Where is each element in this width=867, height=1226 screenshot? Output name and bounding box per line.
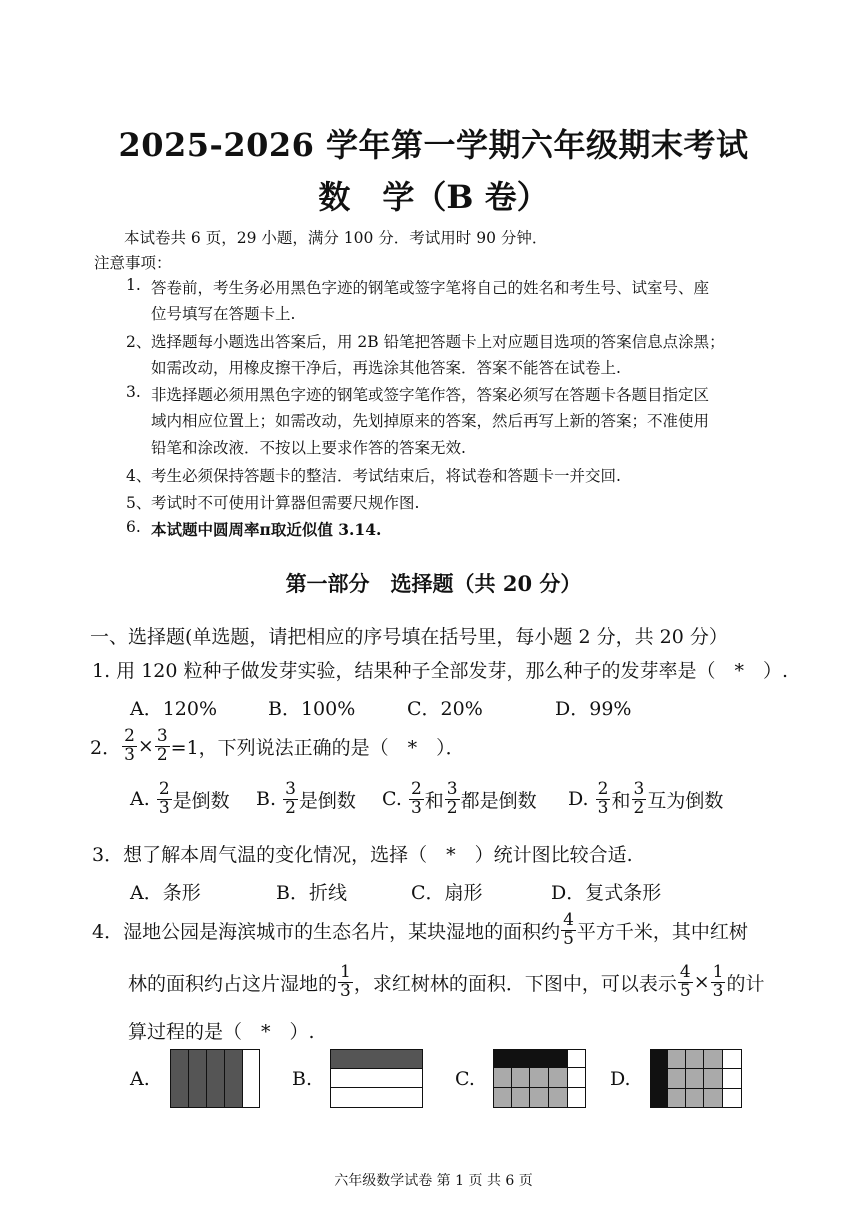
exam-title: 2025-2026 学年第一学期六年级期末考试 [118, 126, 749, 164]
question-1: 1. 用 120 粒种子做发芽实验，结果种子全部发芽，那么种子的发芽率是（ * ）. [92, 660, 789, 682]
q4-figure-a [170, 1049, 260, 1108]
q1-option-d: D．99% [555, 698, 632, 720]
notes-heading: 注意事项： [94, 254, 172, 272]
q4-option-d-label: D. [610, 1068, 631, 1090]
q4-figure-d [650, 1049, 742, 1108]
note-number: 4、 [126, 467, 152, 485]
note-text: 如需改动，用橡皮擦干净后，再选涂其他答案．答案不能答在试卷上. [151, 359, 621, 377]
note-number: 3. [126, 383, 141, 401]
note-text: 域内相应位置上；如需改动，先划掉原来的答案，然后再写上新的答案；不准使用 [151, 412, 710, 430]
fraction-4-5: $\frac{4}{5}$ [563, 910, 574, 949]
note-text: 非选择题必须用黑色字迹的钢笔或签字笔作答，答案必须写在答题卡各题目指定区 [151, 386, 710, 404]
note-text: 答卷前，考生务必用黑色字迹的钢笔或签字笔将自己的姓名和考生号、试室号、座 [151, 279, 710, 297]
q1-option-a: A．120% [130, 698, 218, 720]
q3-option-d: D．复式条形 [551, 882, 662, 904]
q4-option-a-label: A. [130, 1068, 150, 1090]
exam-intro: 本试卷共 6 页，29 小题，满分 100 分．考试用时 90 分钟． [124, 229, 548, 247]
note-text: 考试时不可使用计算器但需要尺规作图. [151, 494, 420, 512]
page-footer: 六年级数学试卷 第 1 页 共 6 页 [334, 1173, 533, 1189]
section-title: 第一部分 选择题（共 20 分） [285, 571, 582, 596]
note-number: 5、 [126, 494, 152, 512]
question-2 [90, 728, 465, 765]
q3-option-c: C．扇形 [411, 882, 483, 904]
q2-number: 2． [90, 736, 122, 759]
q2-option-c: C. $\frac{2}{3}$ 和 $\frac{3}{2}$ 都是倒数 [382, 779, 537, 818]
fraction-1-3: $\frac{1}{3}$ [340, 962, 351, 1001]
fraction-2-3: $\frac{2}{3}$ [124, 726, 135, 765]
q1-option-c: C．20% [407, 698, 483, 720]
q3-option-a: A．条形 [130, 882, 201, 904]
note-text: 选择题每小题选出答案后，用 2B 铅笔把答题卡上对应题目选项的答案信息点涂黑； [151, 333, 725, 351]
q4-option-b-label: B. [292, 1068, 313, 1090]
note-text: 铅笔和涂改液．不按以上要求作答的答案无效. [151, 439, 466, 457]
times-sign: × [137, 735, 154, 758]
question-3: 3．想了解本周气温的变化情况，选择（ * ）统计图比较合适. [92, 844, 633, 866]
q2-text: =1，下列说法正确的是（ * ）． [170, 736, 465, 759]
q4-option-c-label: C. [455, 1068, 475, 1090]
note-text: 考生必须保持答题卡的整洁．考试结束后，将试卷和答题卡一并交回. [151, 467, 621, 485]
note-number: 2、 [126, 333, 152, 351]
note-text: 位号填写在答题卡上. [151, 305, 296, 323]
q1-option-b: B．100% [268, 698, 356, 720]
note-number: 1. [126, 276, 141, 294]
note-text: 本试题中圆周率π取近似值 3.14. [151, 520, 382, 539]
question-4-line-1: 4．湿地公园是海滨城市的生态名片，某块湿地的面积约 $\frac{4}{5}$ 平方千米，其中红树 [92, 910, 748, 949]
question-4-line-3: 算过程的是（ * ）. [128, 1021, 315, 1043]
section-instruction: 一、选择题(单选题，请把相应的序号填在括号里，每小题 2 分，共 20 分） [90, 626, 728, 648]
q2-option-d: D. $\frac{2}{3}$ 和 $\frac{3}{2}$ 互为倒数 [568, 779, 724, 818]
exam-subtitle: 数 学（B 卷） [318, 178, 549, 216]
note-number: 6. [126, 518, 141, 536]
q2-option-a: A. $\frac{2}{3}$ 是倒数 [130, 779, 230, 818]
q4-figure-b [330, 1049, 423, 1108]
q4-figure-c [493, 1049, 586, 1108]
fraction-3-2: $\frac{3}{2}$ [156, 726, 168, 765]
q3-option-b: B．折线 [276, 882, 347, 904]
question-4-line-2: 林的面积约占这片湿地的 $\frac{1}{3}$ ，求红树林的面积．下图中，可以表示 $\frac{4}{5}$ × $\frac{1}{3}$ 的计 [128, 962, 765, 1001]
q2-option-b: B. $\frac{3}{2}$ 是倒数 [256, 779, 356, 818]
